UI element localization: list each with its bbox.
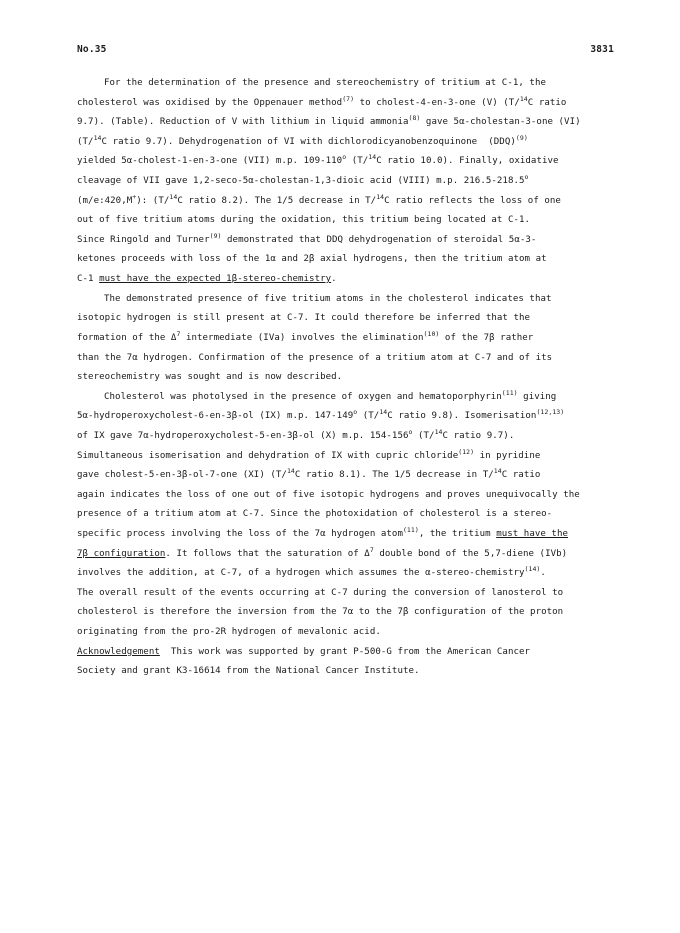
- text-segment: C ratio 8.2). The 1/5 decrease in T/: [177, 195, 377, 206]
- text-line: [77, 211, 617, 231]
- text-segment: than the 7α hydrogen. Confirmation of the presence of a tritium atom at C-7 and of its: [77, 352, 553, 363]
- superscript: 14: [286, 467, 295, 476]
- text-segment: specific process involving the loss of the 7α hydrogen atom: [77, 529, 403, 540]
- text-segment: C ratio: [527, 97, 567, 108]
- text-segment: demonstrated that DDQ dehydrogenation of steroidal 5α-3-: [221, 234, 537, 245]
- text-line: [77, 250, 617, 270]
- underlined-text: must have the expected 1β-stereo-chemistry: [99, 274, 332, 285]
- superscript: (14): [524, 565, 541, 574]
- text-segment: (T/: [412, 430, 435, 441]
- superscript: 14: [93, 133, 102, 142]
- superscript: (9): [209, 231, 222, 240]
- text-segment: This work was supported by grant P-500-G from the American Cancer: [159, 646, 531, 657]
- text-line: [77, 603, 617, 623]
- text-segment: of the 7β rather: [439, 332, 534, 343]
- text-segment: (T/: [77, 136, 94, 147]
- text-segment: cleavage of VII gave 1,2-seco-5α-cholestan-1,3-dioic acid (VIII) m.p. 216.5-218.5: [77, 176, 525, 187]
- text-line: [77, 623, 617, 643]
- superscript: 14: [493, 467, 502, 476]
- superscript: (10): [423, 329, 440, 338]
- text-segment: The overall result of the events occurring at C-7 during the conversion of lanosterol to: [77, 587, 564, 598]
- text-line: [77, 407, 617, 427]
- underlined-text: 7β configuration: [77, 548, 166, 559]
- superscript: (12,13): [536, 408, 565, 417]
- text-segment: again indicates the loss of one out of five isotopic hydrogens and proves unequivocally the: [77, 489, 580, 500]
- text-segment: .: [540, 568, 546, 579]
- text-segment: (m/e:420,M: [77, 195, 133, 206]
- text-segment: C ratio 9.8). Isomerisation: [387, 411, 537, 422]
- text-line: [77, 172, 617, 192]
- superscript: 14: [368, 153, 377, 162]
- superscript: (11): [402, 526, 419, 535]
- superscript: (11): [501, 388, 518, 397]
- text-segment: For the determination of the presence and stereochemistry of tritium at C-1, the: [104, 78, 546, 88]
- text-segment: presence of a tritium atom at C-7. Since the photoxidation of cholesterol is a stereo-: [77, 509, 553, 520]
- text-segment: C ratio reflects the loss of one: [384, 195, 561, 206]
- text-segment: Since Ringold and Turner: [77, 234, 210, 245]
- body-text: [77, 74, 617, 682]
- text-segment: cholesterol was oxidised by the Oppenauer method: [77, 97, 343, 108]
- text-segment: (T/: [346, 156, 369, 167]
- text-line: [77, 466, 617, 486]
- superscript: (12): [458, 447, 475, 456]
- text-segment: C-1: [77, 274, 100, 285]
- text-segment: ketones proceeds with loss of the 1α and 2β axial hydrogens, then the tritium atom at: [77, 254, 547, 265]
- text-segment: Simultaneous isomerisation and dehydration of IX with cupric chloride: [77, 450, 459, 461]
- text-line: [77, 662, 617, 682]
- text-line: [77, 349, 617, 369]
- text-segment: isotopic hydrogen is still present at C-7. It could therefore be inferred that the: [77, 313, 531, 324]
- text-line: [77, 368, 617, 388]
- superscript: o: [408, 427, 413, 436]
- text-segment: in pyridine: [474, 450, 541, 461]
- text-line: [77, 564, 617, 584]
- text-line: [77, 486, 617, 506]
- superscript: 14: [519, 94, 528, 103]
- text-line: [77, 309, 617, 329]
- text-segment: 9.7). (Table). Reduction of V with lithium in liquid ammonia: [77, 117, 409, 128]
- text-segment: gave cholest-5-en-3β-ol-7-one (XI) (T/: [77, 470, 287, 481]
- superscript: 14: [434, 427, 443, 436]
- text-segment: out of five tritium atoms during the oxidation, this tritium being located at C-1.: [77, 215, 531, 226]
- text-segment: gave 5α-cholestan-3-one (VI): [420, 117, 581, 128]
- text-line: [77, 545, 617, 565]
- text-segment: giving: [517, 391, 557, 402]
- text-segment: The demonstrated presence of five tritium atoms in the cholesterol indicates that: [104, 293, 552, 304]
- text-segment: intermediate (IVa) involves the elimination: [180, 332, 424, 343]
- text-segment: , the tritium: [418, 529, 497, 540]
- text-segment: .: [331, 274, 337, 285]
- text-segment: to cholest-4-en-3-one (V) (T/: [354, 97, 520, 108]
- superscript: +: [132, 192, 137, 201]
- superscript: 7: [176, 329, 181, 338]
- text-segment: yielded 5α-cholest-1-en-3-one (VII) m.p. 109-110: [77, 156, 343, 167]
- text-line: [77, 152, 617, 172]
- underlined-text: Acknowledgement: [77, 646, 160, 657]
- text-line: [77, 270, 617, 290]
- superscript: 14: [376, 192, 385, 201]
- superscript: o: [524, 173, 529, 182]
- text-segment: C ratio 9.7). Dehydrogenation of VI with dichlorodicyanobenzoquinone (DDQ): [101, 136, 516, 147]
- text-segment: formation of the Δ: [77, 332, 177, 343]
- text-line: [77, 192, 617, 212]
- text-segment: C ratio 10.0). Finally, oxidative: [376, 156, 559, 167]
- page-number: 3831: [590, 44, 614, 55]
- text-segment: C ratio 9.7).: [442, 430, 515, 441]
- text-segment: of IX gave 7α-hydroperoxycholest-5-en-3β-ol (X) m.p. 154-156: [77, 430, 409, 441]
- text-segment: stereochemistry was sought and is now described.: [77, 372, 343, 383]
- text-segment: Society and grant K3-16614 from the National Cancer Institute.: [77, 666, 420, 677]
- text-segment: ): (T/: [136, 195, 170, 206]
- superscript: (7): [342, 94, 355, 103]
- text-line: [77, 584, 617, 604]
- text-segment: (T/: [357, 411, 380, 422]
- text-line: [77, 329, 617, 349]
- text-segment: originating from the pro-2R hydrogen of mevalonic acid.: [77, 627, 381, 638]
- superscript: 14: [379, 408, 388, 417]
- text-line: [77, 525, 617, 545]
- text-line: [77, 643, 617, 663]
- text-line: [77, 133, 617, 153]
- superscript: (9): [515, 133, 528, 142]
- superscript: o: [353, 408, 358, 417]
- journal-issue-number: No.35: [77, 44, 107, 55]
- text-line: [77, 427, 617, 447]
- text-segment: . It follows that the saturation of Δ: [165, 548, 370, 559]
- superscript: o: [342, 153, 347, 162]
- text-segment: double bond of the 5,7-diene (IVb): [373, 548, 568, 559]
- text-segment: C ratio 8.1). The 1/5 decrease in T/: [294, 470, 494, 481]
- text-line: [77, 290, 617, 310]
- text-line: [77, 231, 617, 251]
- text-segment: involves the addition, at C-7, of a hydrogen which assumes the α-stereo-chemistry: [77, 568, 525, 579]
- superscript: (8): [408, 114, 421, 123]
- underlined-text: must have the: [496, 529, 569, 540]
- text-line: [77, 388, 617, 408]
- text-segment: cholesterol is therefore the inversion from the 7α to the 7β configuration of the proton: [77, 607, 564, 618]
- text-line: [77, 505, 617, 525]
- text-line: [77, 74, 617, 94]
- text-segment: 5α-hydroperoxycholest-6-en-3β-ol (IX) m.p. 147-149: [77, 411, 354, 422]
- text-line: [77, 447, 617, 467]
- superscript: 14: [169, 192, 178, 201]
- text-line: [77, 113, 617, 133]
- text-segment: Cholesterol was photolysed in the presence of oxygen and hematoporphyrin: [104, 391, 502, 402]
- superscript: 7: [369, 545, 374, 554]
- text-segment: C ratio: [501, 470, 541, 481]
- text-line: [77, 94, 617, 114]
